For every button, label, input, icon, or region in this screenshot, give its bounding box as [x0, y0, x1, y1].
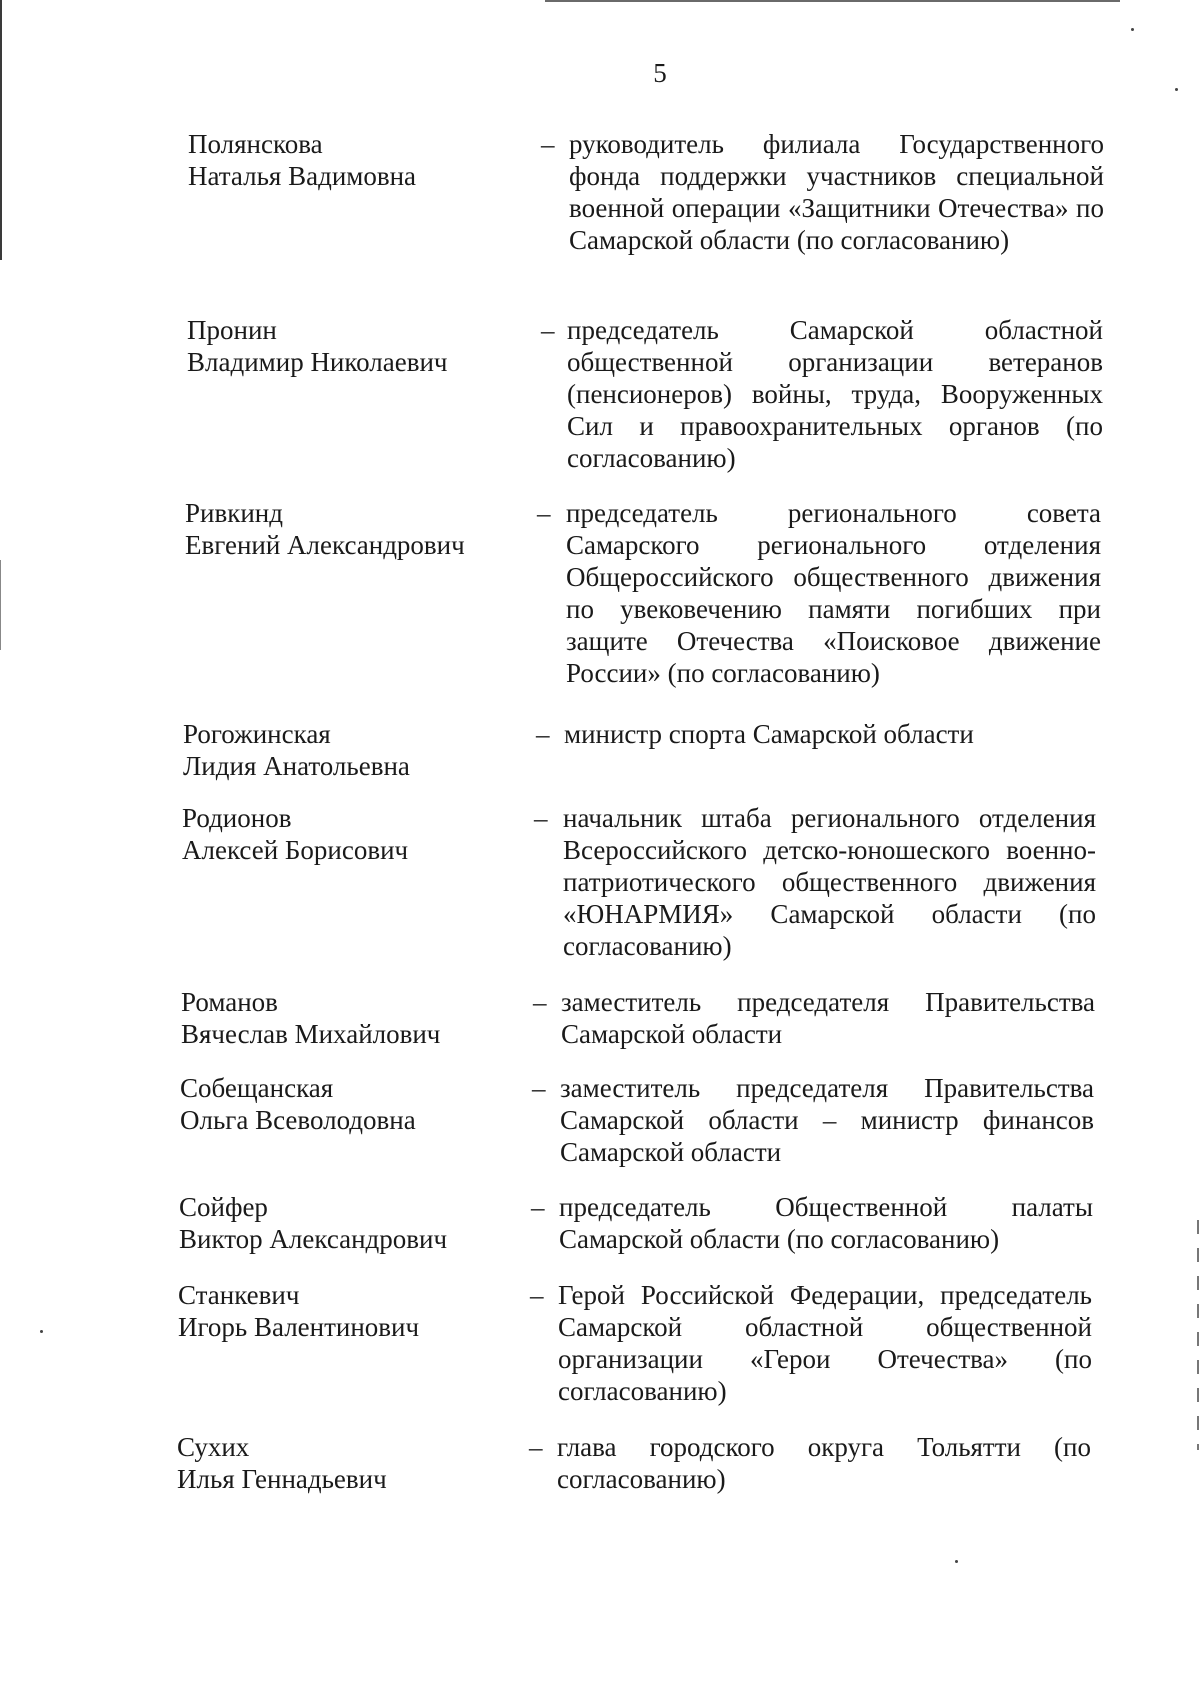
scan-edge-left [0, 0, 2, 260]
member-given-name: Лидия Анатольевна [183, 751, 410, 781]
dash-separator: – [530, 1280, 544, 1310]
member-given-name: Илья Геннадьевич [177, 1464, 387, 1494]
member-given-name: Вячеслав Михайлович [181, 1019, 441, 1049]
member-name [178, 1279, 498, 1343]
member-role: заместитель председателя Правительства Самарской области [561, 987, 1095, 1049]
member-given-name: Наталья Вадимовна [188, 161, 417, 191]
dash-separator: – [534, 803, 548, 833]
dash-separator: – [532, 1073, 546, 1103]
member-surname: Станкевич [178, 1280, 300, 1310]
dash-separator: – [541, 315, 555, 345]
member-surname: Пронин [187, 315, 277, 345]
member-role: заместитель председателя Правительства Самарской области – министр финансов Самарской области [560, 1073, 1094, 1167]
member-given-name: Евгений Александрович [185, 530, 465, 560]
dash-separator: – [536, 719, 550, 749]
scan-speck [40, 1330, 43, 1333]
member-name [180, 1072, 500, 1136]
member-role: председатель регионального совета Самарского регионального отделения Общероссийского общественного движения по увековечению памяти погибших при защите Отечества «Поисковое движение России» (по согласованию) [566, 498, 1101, 688]
member-given-name: Владимир Николаевич [187, 347, 448, 377]
dash-separator: – [537, 498, 551, 528]
scan-speck [1131, 28, 1134, 31]
scan-speck [955, 1560, 958, 1563]
member-given-name: Виктор Александрович [179, 1224, 448, 1254]
member-name [179, 1191, 499, 1255]
member-surname: Полянскова [188, 129, 323, 159]
dash-separator: – [541, 129, 555, 159]
member-given-name: Игорь Валентинович [178, 1312, 420, 1342]
member-name [188, 128, 508, 192]
scan-edge-right [1197, 1220, 1199, 1450]
scan-edge-left-lower [0, 560, 1, 650]
member-surname: Родионов [182, 803, 292, 833]
member-surname: Сухих [177, 1432, 250, 1462]
member-given-name: Ольга Всеволодовна [180, 1105, 416, 1135]
scan-edge-top [545, 0, 1120, 2]
member-surname: Сойфер [179, 1192, 268, 1222]
member-role: руководитель филиала Государственного фонда поддержки участников специальной военной операции «Защитники Отечества» по Самарской области (по согласованию) [569, 129, 1104, 255]
page-number: 5 [653, 58, 667, 88]
member-name [182, 802, 502, 866]
member-surname: Рогожинская [183, 719, 331, 749]
member-role: председатель Общественной палаты Самарской области (по согласованию) [559, 1192, 1093, 1254]
dash-separator: – [533, 987, 547, 1017]
member-surname: Романов [181, 987, 278, 1017]
member-role: министр спорта Самарской области [564, 719, 974, 749]
dash-separator: – [529, 1432, 543, 1462]
member-role: глава городского округа Тольятти (по согласованию) [557, 1432, 1091, 1494]
member-name [187, 314, 507, 378]
member-role: Герой Российской Федерации, председатель Самарской областной общественной организации «Герои Отечества» (по согласованию) [558, 1280, 1092, 1406]
member-role: начальник штаба регионального отделения Всероссийского детско-юношеского военно-патриотического общественного движения «ЮНАРМИЯ» Самарской области (по согласованию) [563, 803, 1096, 961]
member-name [183, 718, 503, 782]
member-surname: Ривкинд [185, 498, 283, 528]
member-name [181, 986, 501, 1050]
dash-separator: – [531, 1192, 545, 1222]
member-name [185, 497, 505, 561]
member-surname: Собещанская [180, 1073, 334, 1103]
member-role: председатель Самарской областной общественной организации ветеранов (пенсионеров) войны, труда, Вооруженных Сил и правоохранительных органов (по согласованию) [567, 315, 1103, 473]
member-name [177, 1431, 497, 1495]
member-given-name: Алексей Борисович [182, 835, 409, 865]
